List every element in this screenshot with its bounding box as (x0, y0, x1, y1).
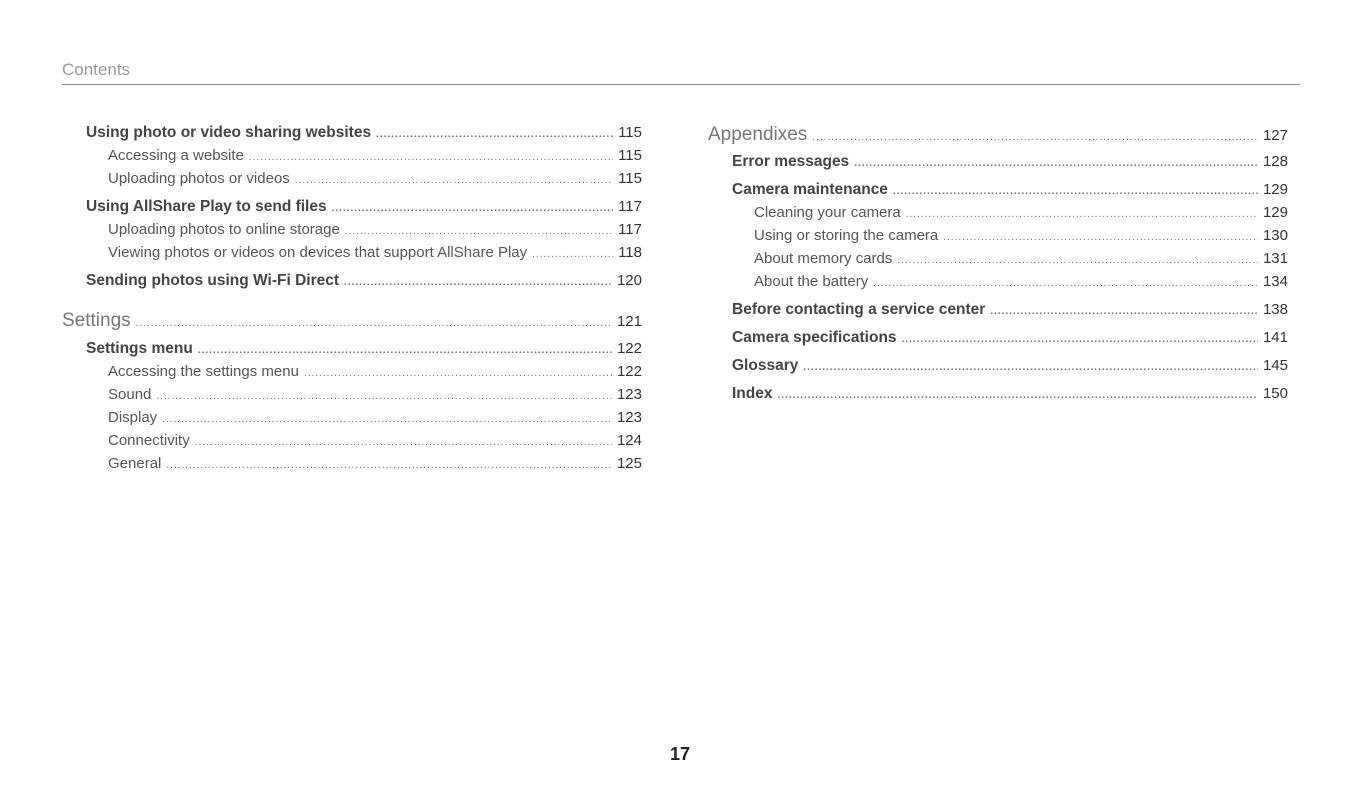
toc-entry-page: 129 (1262, 181, 1288, 198)
toc-entry-label: Cleaning your camera (754, 204, 901, 221)
toc-entry-label: Error messages (732, 153, 850, 170)
dot-leader (304, 369, 612, 379)
toc-entry-sound[interactable] (108, 386, 642, 403)
dot-leader (295, 176, 613, 186)
dot-leader (893, 187, 1258, 197)
toc-entry-about-the-battery[interactable] (754, 273, 1288, 290)
toc-entry-label: Connectivity (108, 432, 190, 449)
toc-entry-page: 122 (616, 340, 642, 357)
dot-leader (777, 391, 1257, 401)
toc-entry-label: Camera specifications (732, 329, 897, 346)
toc-entry-camera-maintenance[interactable] (732, 181, 1288, 199)
toc-entry-label: Sending photos using Wi-Fi Direct (86, 272, 340, 289)
toc-entry-page: 125 (616, 455, 642, 472)
toc-entry-page: 131 (1262, 250, 1288, 267)
toc-entry-cleaning-your-camera[interactable] (754, 204, 1288, 221)
toc-entry-label: Index (732, 385, 773, 402)
toc-entry-page: 141 (1262, 329, 1288, 346)
toc-entry-page: 121 (616, 313, 642, 330)
toc-entry-label: Using or storing the camera (754, 227, 939, 244)
toc-entry-page: 120 (616, 272, 642, 289)
toc-entry-uploading-photos-to-online-storage[interactable] (108, 221, 642, 238)
toc-entry-connectivity[interactable] (108, 432, 642, 449)
toc-entry-page: 117 (618, 221, 642, 238)
toc-entry-label: Accessing a website (108, 147, 244, 164)
toc-entry-label: Appendixes (708, 124, 808, 145)
toc-entry-label: Using photo or video sharing websites (86, 124, 372, 141)
toc-entry-page: 134 (1262, 273, 1288, 290)
dot-leader (249, 153, 613, 163)
toc-entry-using-photo-or-video-sharing-websites[interactable] (86, 124, 642, 142)
toc-entry-camera-specifications[interactable] (732, 329, 1288, 347)
dot-leader (873, 279, 1258, 289)
toc-entry-label: General (108, 455, 162, 472)
toc-entry-page: 122 (616, 363, 642, 380)
toc-entry-page: 128 (1262, 153, 1288, 170)
toc-entry-error-messages[interactable] (732, 153, 1288, 171)
toc-entry-label: Settings menu (86, 340, 193, 357)
toc-entry-label: Camera maintenance (732, 181, 888, 198)
toc-entry-label: About memory cards (754, 250, 893, 267)
toc-entry-label: Using AllShare Play to send files (86, 198, 327, 215)
toc-entry-accessing-a-website[interactable] (108, 147, 642, 164)
toc-entry-sending-photos-using-wi-fi-direct[interactable] (86, 272, 642, 290)
dot-leader (156, 392, 612, 402)
toc-entry-page: 127 (1262, 127, 1288, 144)
dot-leader (943, 233, 1258, 243)
toc-entry-page: 115 (618, 124, 642, 141)
toc-entry-page: 150 (1262, 385, 1288, 402)
toc-entry-about-memory-cards[interactable] (754, 250, 1288, 267)
toc-entry-settings-menu[interactable] (86, 340, 642, 358)
toc-entry-page: 118 (618, 244, 642, 261)
toc-entry-uploading-photos-or-videos[interactable] (108, 170, 642, 187)
toc-entry-label: Accessing the settings menu (108, 363, 299, 380)
dot-leader (902, 335, 1258, 345)
toc-entry-page: 115 (618, 170, 642, 187)
toc-entry-index[interactable] (732, 385, 1288, 403)
dot-leader (990, 307, 1258, 317)
toc-entry-display[interactable] (108, 409, 642, 426)
dot-leader (198, 346, 612, 356)
contents-header (62, 58, 1300, 85)
toc-entry-label: Viewing photos or videos on devices that support AllShare Play (108, 244, 528, 261)
dot-leader (532, 250, 613, 260)
toc-entry-page: 145 (1262, 357, 1288, 374)
dot-leader (803, 363, 1258, 373)
dot-leader (854, 159, 1258, 169)
toc-entry-viewing-photos-or-videos-on-devices-that-support-allshare-play[interactable] (108, 244, 642, 261)
dot-leader (166, 461, 612, 471)
toc-entry-page: 130 (1262, 227, 1288, 244)
dot-leader (897, 256, 1258, 266)
header-title: Contents (62, 60, 131, 79)
toc-entry-label: About the battery (754, 273, 869, 290)
toc-entry-page: 124 (616, 432, 642, 449)
dot-leader (345, 227, 613, 237)
toc-entry-page: 123 (616, 409, 642, 426)
toc-entry-page: 123 (616, 386, 642, 403)
dot-leader (195, 438, 612, 448)
toc-entry-general[interactable] (108, 455, 642, 472)
toc-entry-page: 117 (618, 198, 642, 215)
toc-entry-label: Before contacting a service center (732, 301, 986, 318)
toc-entry-page: 129 (1262, 204, 1288, 221)
dot-leader (344, 278, 612, 288)
toc-entry-page: 115 (618, 147, 642, 164)
toc-entry-glossary[interactable] (732, 357, 1288, 375)
toc-entry-appendixes[interactable] (708, 124, 1288, 146)
dot-leader (812, 133, 1258, 143)
toc-entry-label: Display (108, 409, 158, 426)
dot-leader (162, 415, 612, 425)
toc-entry-label: Uploading photos to online storage (108, 221, 340, 238)
toc-entry-label: Settings (62, 310, 131, 331)
toc-entry-page: 138 (1262, 301, 1288, 318)
dot-leader (376, 130, 613, 140)
toc-entry-settings[interactable] (62, 310, 642, 332)
toc-entry-label: Glossary (732, 357, 799, 374)
toc-entry-before-contacting-a-service-center[interactable] (732, 301, 1288, 319)
toc-entry-label: Uploading photos or videos (108, 170, 290, 187)
toc-entry-accessing-the-settings-menu[interactable] (108, 363, 642, 380)
dot-leader (136, 319, 612, 329)
toc-entry-using-allshare-play-to-send-files[interactable] (86, 198, 642, 216)
dot-leader (906, 210, 1258, 220)
toc-entry-using-or-storing-the-camera[interactable] (754, 227, 1288, 244)
dot-leader (332, 204, 613, 214)
page-number: 17 (669, 744, 691, 764)
toc-entry-label: Sound (108, 386, 152, 403)
